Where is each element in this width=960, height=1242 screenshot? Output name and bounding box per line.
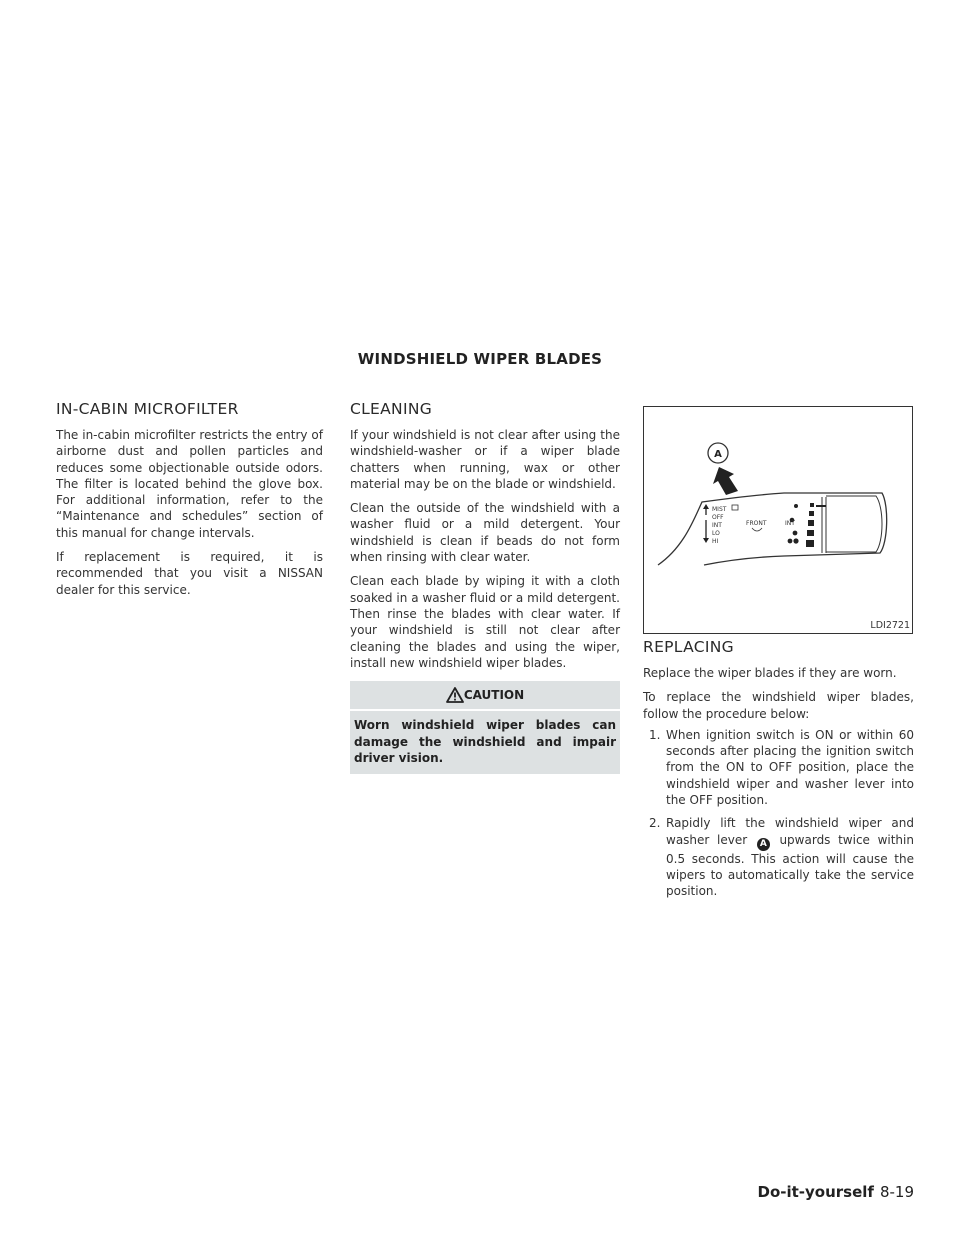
off-label: OFF bbox=[712, 514, 724, 521]
callout-a-marker-inline: A bbox=[757, 838, 770, 851]
lo-label: LO bbox=[712, 530, 720, 537]
in-cabin-microfilter-section bbox=[56, 400, 323, 606]
step-text: When ignition switch is ON or within 60 seconds after placing the ignition switch from the ON to OFF position, place the windshield wiper and washer lever into the OFF position. bbox=[666, 727, 914, 808]
mist-label: MIST bbox=[712, 506, 727, 513]
int-position-label: INT bbox=[712, 522, 722, 529]
int-setting-label: INT bbox=[785, 520, 795, 527]
section-title: WINDSHIELD WIPER BLADES bbox=[357, 350, 603, 368]
replacing-steps bbox=[643, 727, 914, 900]
step-text: Rapidly lift the windshield wiper and washer lever bbox=[666, 816, 914, 847]
warning-icon bbox=[446, 687, 464, 703]
caution-label: CAUTION bbox=[463, 688, 525, 703]
cleaning-paragraph: If your windshield is not clear after using the windshield-washer or if a wiper blade chatters when running, wax or other material may be on the blade or windshield. bbox=[350, 428, 620, 491]
list-item bbox=[643, 815, 914, 899]
replacing-heading: REPLACING bbox=[643, 638, 734, 656]
step-number: 2. bbox=[649, 816, 661, 831]
replacing-section bbox=[643, 406, 914, 907]
caution-box bbox=[350, 681, 620, 774]
hi-label: HI bbox=[712, 538, 719, 545]
cleaning-paragraph: Clean the outside of the windshield with a washer fluid or a mild detergent. Your windshield is clean if beads do not form when rinsing with clear water. bbox=[350, 501, 620, 565]
page-number: 8-19 bbox=[879, 1183, 914, 1201]
wiper-lever-figure bbox=[643, 406, 913, 634]
replacing-paragraph: Replace the wiper blades if they are worn. bbox=[643, 666, 897, 680]
replacing-paragraph: To replace the windshield wiper blades, follow the procedure below: bbox=[643, 690, 914, 721]
figure-code: LDI2721 bbox=[870, 620, 910, 631]
wiper-lever-illustration bbox=[644, 407, 914, 635]
front-label: FRONT bbox=[746, 520, 767, 527]
cleaning-heading: CLEANING bbox=[350, 400, 433, 418]
microfilter-heading: IN-CABIN MICROFILTER bbox=[56, 400, 239, 418]
cleaning-section bbox=[350, 400, 620, 774]
chapter-name: Do-it-yourself bbox=[757, 1183, 874, 1201]
microfilter-paragraph: If replacement is required, it is recommended that you visit a NISSAN dealer for this service. bbox=[56, 550, 323, 597]
caution-text: Worn windshield wiper blades can damage the windshield and impair driver vision. bbox=[354, 718, 616, 766]
microfilter-paragraph: The in-cabin microfilter restricts the entry of airborne dust and pollen particles and reduces some objectionable outside odors. The filter is located behind the glove box. For additional information, refer to the “Maintenance and schedules” section of this manual for change intervals. bbox=[56, 428, 323, 540]
cleaning-paragraph: Clean each blade by wiping it with a cloth soaked in a washer fluid or a mild detergent. Then rinse the blades with clear water. If your windshield is still not clear after cleaning the blades and using the wiper, install new windshield wiper blades. bbox=[350, 574, 620, 670]
list-item bbox=[643, 727, 914, 808]
callout-a-label: A bbox=[714, 449, 722, 460]
caution-header bbox=[350, 681, 620, 705]
step-number: 1. bbox=[649, 727, 661, 742]
step-text: upwards twice within 0.5 seconds. This action will cause the wipers to automatically take the service position. bbox=[666, 832, 914, 899]
page-footer bbox=[758, 1183, 915, 1201]
